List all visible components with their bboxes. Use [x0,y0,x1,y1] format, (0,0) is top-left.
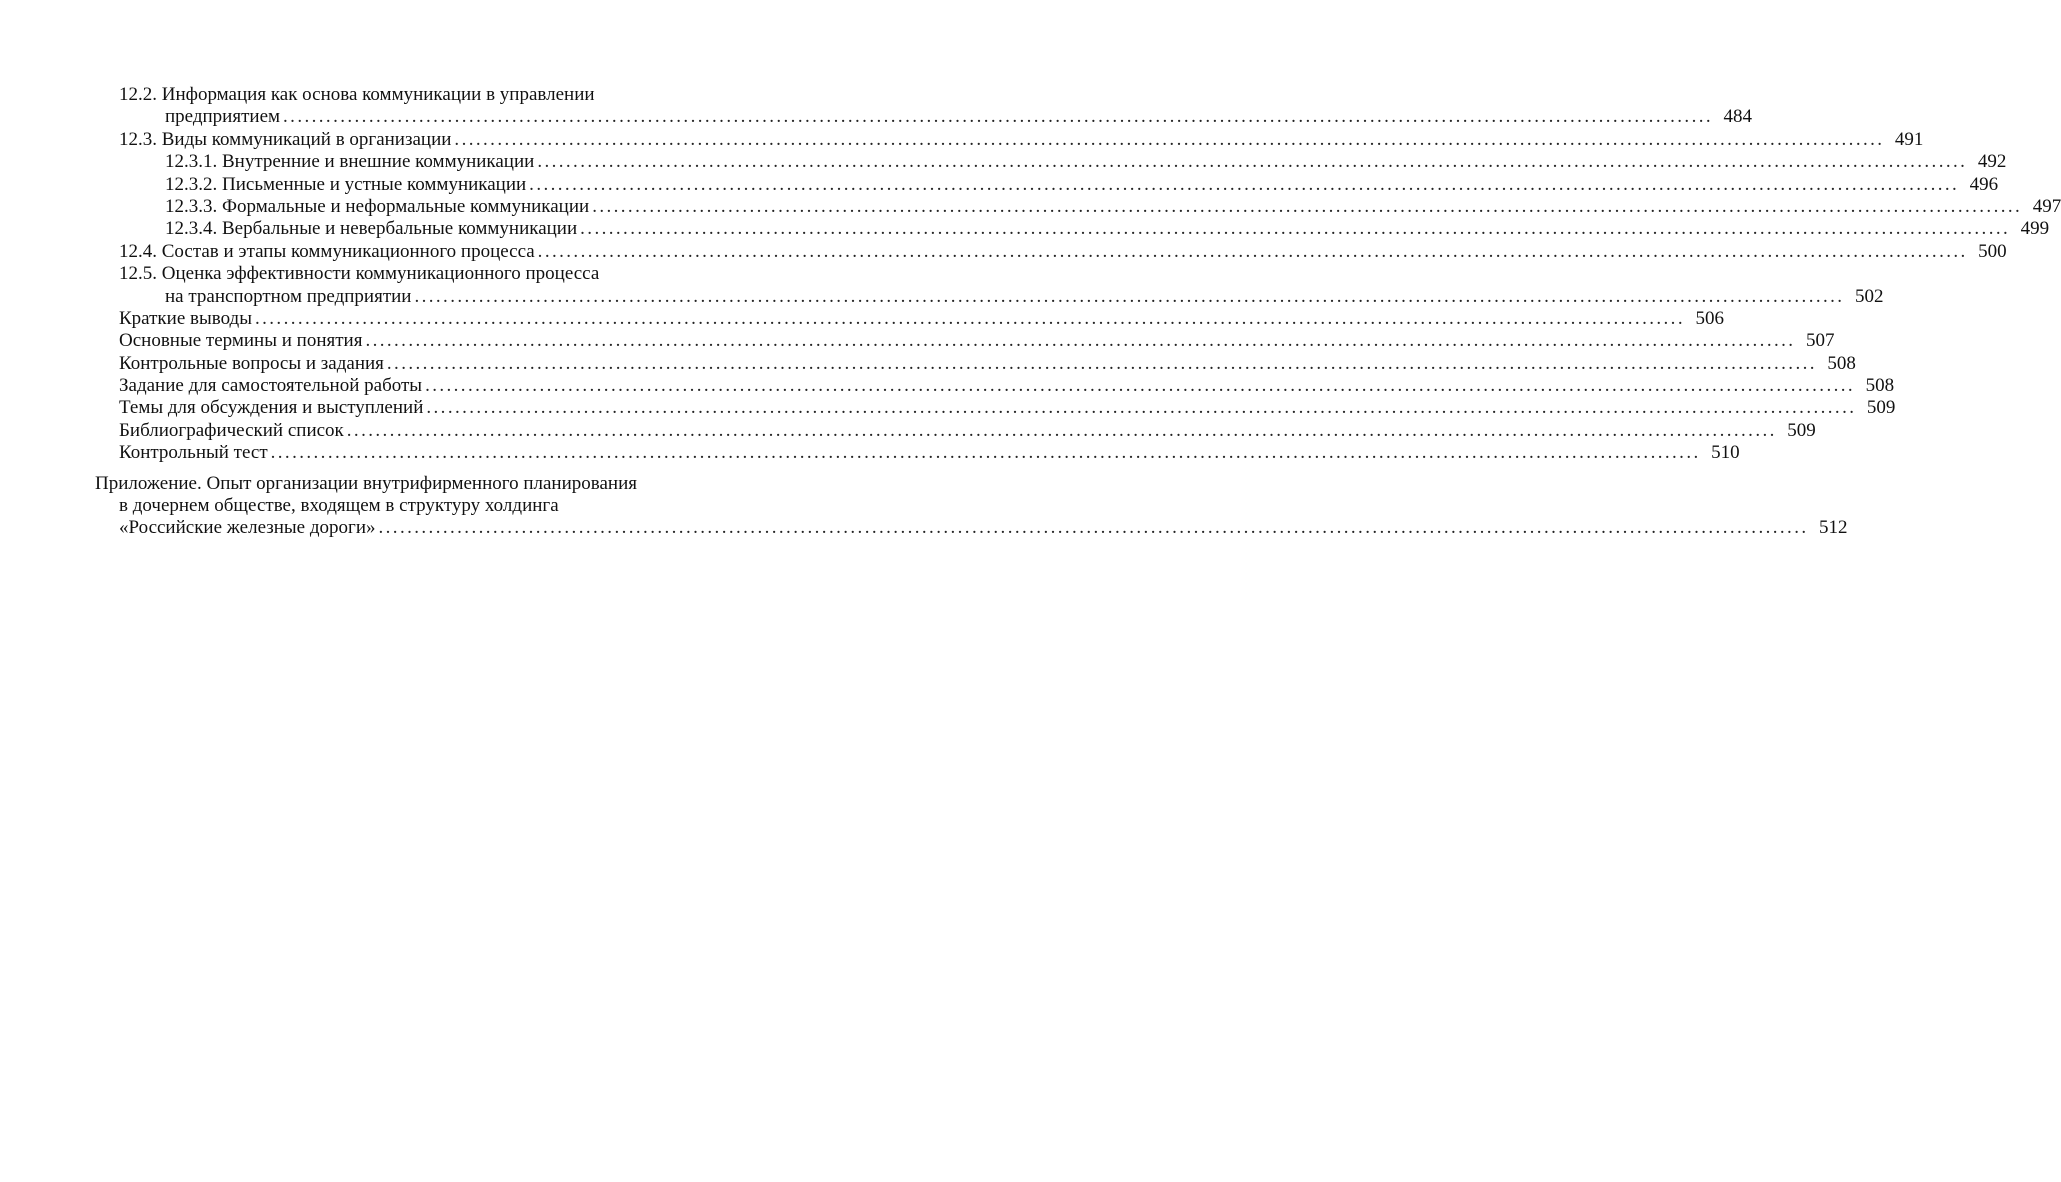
toc-entry-12-3-1[interactable] [0,151,2007,173]
toc-entry-12-4[interactable] [0,240,2007,263]
toc-entry-12-3[interactable] [0,128,1924,151]
toc-entry-title: 12.3.1. Внутренние и внешние коммуникации [165,151,535,173]
toc-entry-appendix [0,473,857,495]
dot-leader: ........................................................................................................................................................................................................ [365,330,1796,352]
dot-leader: ........................................................................................................................................................................................................ [386,352,1817,374]
toc-page-number: 509 [1787,419,1816,441]
toc-entry-discussion[interactable] [0,397,1896,419]
toc-page-number: 506 [1695,307,1724,329]
toc-entry-12-5 [0,263,857,285]
toc-entry-terms[interactable] [0,330,1835,352]
toc-entry-questions[interactable] [0,352,1856,375]
dot-leader: ........................................................................................................................................................................................................ [580,218,2011,240]
toc-entry-appendix-cont [0,495,857,517]
toc-entry-appendix-cont2[interactable] [0,517,1848,539]
dot-leader: ........................................................................................................................................................................................................ [346,419,1777,441]
toc-page-number: 499 [2020,218,2050,240]
toc-entry-title: Темы для обсуждения и выступлений [119,397,424,419]
dot-leader: ........................................................................................................................................................................................................ [537,240,1968,262]
dot-leader: ........................................................................................................................................................................................................ [537,151,1968,173]
toc-entry-title: в дочернем обществе, входящем в структуру холдинга [119,495,559,517]
dot-leader: ........................................................................................................................................................................................................ [426,397,1857,419]
toc-entry-12-3-3[interactable] [0,195,2061,218]
dot-leader: ........................................................................................................................................................................................................ [454,128,1885,150]
toc-page-number: 512 [1819,517,1848,539]
toc-entry-title: Основные термины и понятия [119,330,363,352]
toc-entry-title: Контрольные вопросы и задания [119,352,384,374]
dot-leader: ........................................................................................................................................................................................................ [270,442,1701,464]
toc-page-number: 509 [1866,397,1896,419]
toc-entry-12-5-cont[interactable] [0,285,1884,308]
dot-leader: ........................................................................................................................................................................................................ [529,173,1960,195]
toc-entry-self-study[interactable] [0,375,1895,397]
toc-entry-title: 12.3.2. Письменные и устные коммуникации [165,173,527,195]
toc-entry-title: 12.5. Оценка эффективности коммуникационного процесса [119,263,600,285]
toc-entry-title: Приложение. Опыт организации внутрифирменного планирования [95,472,637,494]
dot-leader: ........................................................................................................................................................................................................ [378,517,1809,539]
toc-entry-test[interactable] [0,442,1740,464]
toc-entry-title: предприятием [165,106,281,128]
toc-page-number: 492 [1977,151,2007,173]
toc-entry-title: 12.2. Информация как основа коммуникации в управлении [119,84,595,105]
toc-entry-title: Задание для самостоятельной работы [119,375,423,397]
toc-page-number: 497 [2032,195,2061,217]
toc-entry-title: 12.3.4. Вербальные и невербальные коммуникации [165,218,578,240]
toc-page-number: 510 [1711,442,1740,464]
toc-entry-title: Краткие выводы [119,307,252,329]
table-of-contents [0,84,2061,540]
toc-entry-title: 12.3.3. Формальные и неформальные коммуникации [165,195,590,217]
dot-leader: ........................................................................................................................................................................................................ [254,307,1685,329]
toc-entry-12-3-2[interactable] [0,173,1999,196]
toc-entry-bibliography[interactable] [0,419,1816,442]
toc-entry-title: Библиографический список [119,419,344,441]
toc-page-number: 500 [1978,240,2007,262]
toc-entry-12-2-cont[interactable] [0,106,1753,128]
toc-entry-12-3-4[interactable] [0,218,2050,240]
toc-entry-title: 12.3. Виды коммуникаций в организации [119,128,452,150]
toc-page-number: 491 [1894,128,1924,150]
dot-leader: ........................................................................................................................................................................................................ [414,285,1845,307]
toc-entry-title: «Российские железные дороги» [119,517,376,539]
toc-page-number: 496 [1969,173,1999,195]
toc-entry-summary[interactable] [0,307,1724,330]
toc-page-number: 508 [1865,375,1895,397]
dot-leader: ........................................................................................................................................................................................................ [425,375,1856,397]
dot-leader: ........................................................................................................................................................................................................ [592,195,2023,217]
dot-leader: ........................................................................................................................................................................................................ [283,106,1714,128]
spacer [0,465,857,473]
toc-page-number: 507 [1805,330,1835,352]
toc-entry-title: на транспортном предприятии [165,285,412,307]
toc-page-number: 484 [1723,106,1753,128]
toc-page-number: 508 [1827,352,1856,374]
toc-entry-title: 12.4. Состав и этапы коммуникационного процесса [119,240,535,262]
toc-page-number: 502 [1854,285,1884,307]
toc-entry-12-2 [0,84,857,106]
toc-entry-title: Контрольный тест [119,442,268,464]
